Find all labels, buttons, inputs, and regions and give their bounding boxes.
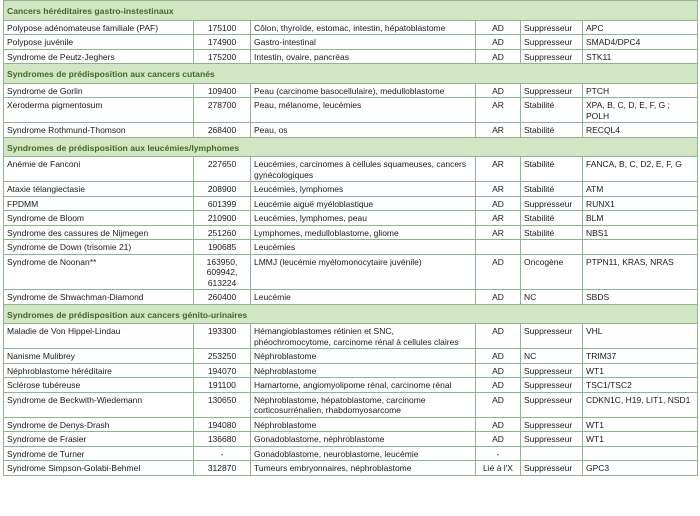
table-row: [4, 349, 698, 364]
tumor-types-cell: Gastro-intestinal: [251, 35, 476, 50]
table-row: [4, 196, 698, 211]
mechanism-cell: [521, 446, 583, 461]
tumor-types-cell: Leucémies, lymphomes, peau: [251, 211, 476, 226]
tumor-types-cell: Leucémies, carcinomes à cellules squameuses, cancers gynécologiques: [251, 157, 476, 182]
syndrome-name-cell: FPDMM: [4, 196, 194, 211]
omim-number-cell: 601399: [194, 196, 251, 211]
mechanism-cell: Oncogène: [521, 254, 583, 290]
tumor-types-cell: Leucémie: [251, 290, 476, 305]
mechanism-cell: NC: [521, 349, 583, 364]
table-row: [4, 20, 698, 35]
omim-number-cell: 130650: [194, 392, 251, 417]
omim-number-cell: 278700: [194, 98, 251, 123]
omim-number-cell: 227650: [194, 157, 251, 182]
transmission-cell: AD: [476, 432, 521, 447]
mechanism-cell: Stabilité: [521, 225, 583, 240]
table-row: [4, 446, 698, 461]
genes-cell: FANCA, B, C, D2, E, F, G: [583, 157, 698, 182]
table-row: [4, 324, 698, 349]
table-row: [4, 417, 698, 432]
genes-cell: [583, 446, 698, 461]
genes-cell: ATM: [583, 182, 698, 197]
genes-cell: APC: [583, 20, 698, 35]
omim-number-cell: 175200: [194, 49, 251, 64]
table-row: [4, 225, 698, 240]
table-row: [4, 98, 698, 123]
omim-number-cell: -: [194, 446, 251, 461]
table-body: [4, 1, 698, 476]
transmission-cell: AR: [476, 182, 521, 197]
omim-number-cell: 251260: [194, 225, 251, 240]
transmission-cell: [476, 240, 521, 255]
genes-cell: XPA, B, C, D, E, F, G ; POLH: [583, 98, 698, 123]
transmission-cell: AR: [476, 157, 521, 182]
table-row: [4, 363, 698, 378]
omim-number-cell: 136680: [194, 432, 251, 447]
omim-number-cell: 194070: [194, 363, 251, 378]
omim-number-cell: 190685: [194, 240, 251, 255]
table-row: [4, 254, 698, 290]
syndrome-name-cell: Syndrome Simpson-Golabi-Behmel: [4, 461, 194, 476]
syndrome-name-cell: Polypose adénomateuse familiale (PAF): [4, 20, 194, 35]
genes-cell: WT1: [583, 363, 698, 378]
transmission-cell: Lié à l'X: [476, 461, 521, 476]
genes-cell: VHL: [583, 324, 698, 349]
tumor-types-cell: Néphroblastome: [251, 363, 476, 378]
mechanism-cell: Suppresseur: [521, 35, 583, 50]
transmission-cell: AD: [476, 417, 521, 432]
genes-cell: TSC1/TSC2: [583, 378, 698, 393]
table-row: [4, 240, 698, 255]
omim-number-cell: 191100: [194, 378, 251, 393]
syndrome-name-cell: Polypose juvénile: [4, 35, 194, 50]
table-row: [4, 432, 698, 447]
syndrome-name-cell: Syndrome de Turner: [4, 446, 194, 461]
table-row: [4, 461, 698, 476]
tumor-types-cell: Hémangioblastomes rétinien et SNC, phéochromocytome, carcinome rénal à cellules claires: [251, 324, 476, 349]
syndrome-name-cell: Sclérose tubéreuse: [4, 378, 194, 393]
genes-cell: CDKN1C, H19, LIT1, NSD1: [583, 392, 698, 417]
transmission-cell: AD: [476, 35, 521, 50]
section-header-row: [4, 1, 698, 21]
tumor-types-cell: Leucémies: [251, 240, 476, 255]
transmission-cell: AD: [476, 290, 521, 305]
omim-number-cell: 163950, 609942, 613224: [194, 254, 251, 290]
genes-cell: STK11: [583, 49, 698, 64]
section-title: Cancers héréditaires gastro-instestinaux: [4, 1, 698, 21]
syndrome-name-cell: Syndrome Rothmund-Thomson: [4, 123, 194, 138]
tumor-types-cell: Hamartome, angiomyolipome rénal, carcinome rénal: [251, 378, 476, 393]
genes-cell: TRIM37: [583, 349, 698, 364]
syndrome-name-cell: Syndrome de Down (trisomie 21): [4, 240, 194, 255]
mechanism-cell: Suppresseur: [521, 392, 583, 417]
table-row: [4, 392, 698, 417]
mechanism-cell: Suppresseur: [521, 196, 583, 211]
mechanism-cell: Suppresseur: [521, 363, 583, 378]
transmission-cell: AD: [476, 392, 521, 417]
genes-cell: RECQL4: [583, 123, 698, 138]
genes-cell: BLM: [583, 211, 698, 226]
table-row: [4, 49, 698, 64]
omim-number-cell: 174900: [194, 35, 251, 50]
genes-cell: PTPN11, KRAS, NRAS: [583, 254, 698, 290]
transmission-cell: AR: [476, 211, 521, 226]
mechanism-cell: Suppresseur: [521, 432, 583, 447]
transmission-cell: -: [476, 446, 521, 461]
tumor-types-cell: Gonadoblastome, neuroblastome, leucémie: [251, 446, 476, 461]
table-row: [4, 182, 698, 197]
transmission-cell: AD: [476, 363, 521, 378]
syndrome-name-cell: Syndrome de Frasier: [4, 432, 194, 447]
syndrome-name-cell: Syndrome de Noonan**: [4, 254, 194, 290]
omim-number-cell: 194080: [194, 417, 251, 432]
mechanism-cell: Stabilité: [521, 123, 583, 138]
syndrome-name-cell: Syndrome des cassures de Nijmegen: [4, 225, 194, 240]
genes-cell: SMAD4/DPC4: [583, 35, 698, 50]
tumor-types-cell: Leucémie aiguë myéloblastique: [251, 196, 476, 211]
tumor-types-cell: Côlon, thyroïde, estomac, intestin, hépatoblastome: [251, 20, 476, 35]
tumor-types-cell: Leucémies, lymphomes: [251, 182, 476, 197]
section-header-row: [4, 304, 698, 324]
section-header-row: [4, 64, 698, 84]
transmission-cell: AR: [476, 225, 521, 240]
tumor-types-cell: Néphroblastome: [251, 417, 476, 432]
syndromes-table: [3, 0, 698, 476]
syndrome-name-cell: Maladie de Von Hippel-Lindau: [4, 324, 194, 349]
omim-number-cell: 109400: [194, 83, 251, 98]
mechanism-cell: NC: [521, 290, 583, 305]
mechanism-cell: Stabilité: [521, 182, 583, 197]
transmission-cell: AR: [476, 98, 521, 123]
transmission-cell: AD: [476, 349, 521, 364]
omim-number-cell: 210900: [194, 211, 251, 226]
omim-number-cell: 193300: [194, 324, 251, 349]
mechanism-cell: [521, 240, 583, 255]
table-row: [4, 35, 698, 50]
section-title: Syndromes de prédisposition aux leucémies/lymphomes: [4, 137, 698, 157]
omim-number-cell: 260400: [194, 290, 251, 305]
transmission-cell: AR: [476, 123, 521, 138]
syndrome-name-cell: Syndrome de Peutz-Jeghers: [4, 49, 194, 64]
table-row: [4, 378, 698, 393]
mechanism-cell: Suppresseur: [521, 49, 583, 64]
genes-cell: SBDS: [583, 290, 698, 305]
syndrome-name-cell: Syndrome de Shwachman-Diamond: [4, 290, 194, 305]
section-title: Syndromes de prédisposition aux cancers cutanés: [4, 64, 698, 84]
genes-cell: GPC3: [583, 461, 698, 476]
tumor-types-cell: Tumeurs embryonnaires, néphroblastome: [251, 461, 476, 476]
mechanism-cell: Suppresseur: [521, 83, 583, 98]
genes-cell: PTCH: [583, 83, 698, 98]
syndrome-name-cell: Syndrome de Gorlin: [4, 83, 194, 98]
transmission-cell: AD: [476, 378, 521, 393]
tumor-types-cell: Lymphomes, medulloblastome, gliome: [251, 225, 476, 240]
transmission-cell: AD: [476, 83, 521, 98]
table-row: [4, 157, 698, 182]
mechanism-cell: Stabilité: [521, 98, 583, 123]
tumor-types-cell: LMMJ (leucémie myélomonocytaire juvénile): [251, 254, 476, 290]
transmission-cell: AD: [476, 49, 521, 64]
syndrome-name-cell: Xeroderma pigmentosum: [4, 98, 194, 123]
syndrome-name-cell: Anémie de Fanconi: [4, 157, 194, 182]
mechanism-cell: Stabilité: [521, 157, 583, 182]
tumor-types-cell: Gonadoblastome, néphroblastome: [251, 432, 476, 447]
transmission-cell: AD: [476, 254, 521, 290]
omim-number-cell: 312870: [194, 461, 251, 476]
transmission-cell: AD: [476, 196, 521, 211]
table-row: [4, 123, 698, 138]
mechanism-cell: Suppresseur: [521, 378, 583, 393]
omim-number-cell: 208900: [194, 182, 251, 197]
mechanism-cell: Suppresseur: [521, 324, 583, 349]
genes-cell: WT1: [583, 432, 698, 447]
mechanism-cell: Suppresseur: [521, 417, 583, 432]
tumor-types-cell: Peau (carcinome basocellulaire), medulloblastome: [251, 83, 476, 98]
genes-cell: [583, 240, 698, 255]
mechanism-cell: Stabilité: [521, 211, 583, 226]
syndrome-name-cell: Syndrome de Beckwith-Wiedemann: [4, 392, 194, 417]
table-row: [4, 83, 698, 98]
tumor-types-cell: Néphroblastome: [251, 349, 476, 364]
syndrome-name-cell: Nanisme Mulibrey: [4, 349, 194, 364]
syndrome-name-cell: Ataxie télangiectasie: [4, 182, 194, 197]
transmission-cell: AD: [476, 20, 521, 35]
omim-number-cell: 253250: [194, 349, 251, 364]
tumor-types-cell: Intestin, ovaire, pancréas: [251, 49, 476, 64]
table-row: [4, 290, 698, 305]
section-header-row: [4, 137, 698, 157]
syndrome-name-cell: Syndrome de Bloom: [4, 211, 194, 226]
section-title: Syndromes de prédisposition aux cancers génito-urinaires: [4, 304, 698, 324]
tumor-types-cell: Peau, mélanome, leucémies: [251, 98, 476, 123]
genes-cell: RUNX1: [583, 196, 698, 211]
genes-cell: WT1: [583, 417, 698, 432]
genes-cell: NBS1: [583, 225, 698, 240]
omim-number-cell: 175100: [194, 20, 251, 35]
mechanism-cell: Suppresseur: [521, 20, 583, 35]
syndrome-name-cell: Syndrome de Denys-Drash: [4, 417, 194, 432]
tumor-types-cell: Peau, os: [251, 123, 476, 138]
transmission-cell: AD: [476, 324, 521, 349]
table-row: [4, 211, 698, 226]
syndrome-name-cell: Néphroblastome héréditaire: [4, 363, 194, 378]
mechanism-cell: Suppresseur: [521, 461, 583, 476]
tumor-types-cell: Néphroblastome, hépatoblastome, carcinome corticosurrénalien, rhabdomyosarcome: [251, 392, 476, 417]
omim-number-cell: 268400: [194, 123, 251, 138]
